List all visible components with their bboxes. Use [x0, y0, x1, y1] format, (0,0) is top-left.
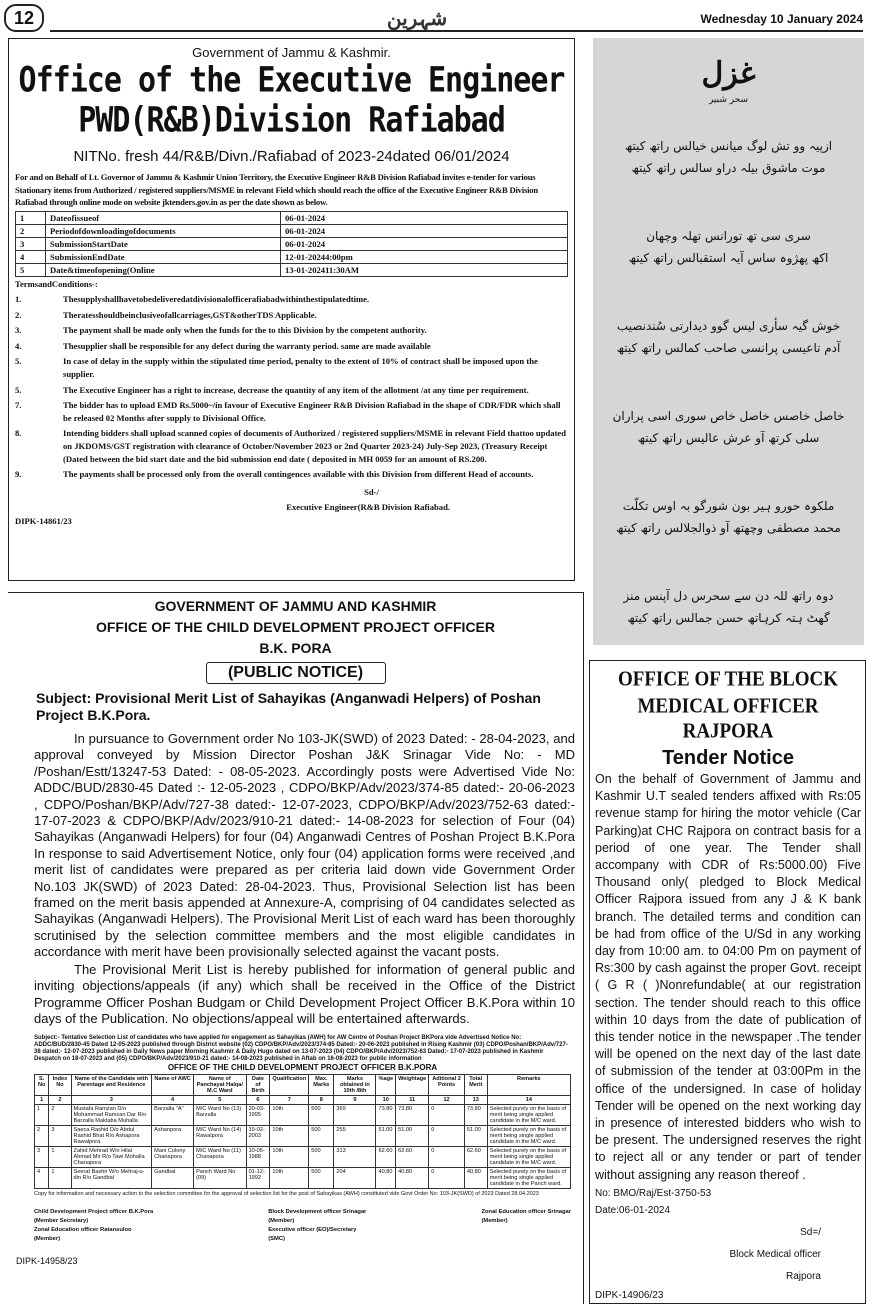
term-text: Theratesshouldbeinclusiveofallcarriages,GST&otherTDS Applicable.: [63, 309, 317, 320]
merit-cell: 40.80: [396, 1168, 429, 1189]
merit-column-number: 13: [464, 1096, 487, 1105]
term-number: 1.: [15, 294, 22, 305]
merit-header-cell: Name of the Candidate with Parentage and Residence: [71, 1075, 152, 1096]
ghazal-couplet: [603, 315, 854, 359]
gov-heading: GOVERNMENT OF JAMMU AND KASHMIR: [154, 598, 437, 614]
merit-cell: M/C Ward No (11) Chanapora: [194, 1147, 247, 1168]
merit-cell: Saeca Rashid D/o Abdul Rashid Bhat R/o Ashapora Rawalpora: [71, 1126, 152, 1147]
signature-sd: Sd=/: [800, 1226, 821, 1238]
schedule-number: 3: [16, 237, 46, 250]
term-text: The payments shall be processed only from the overall contingences available with this Division from different Head of accounts.: [63, 469, 534, 480]
schedule-item: Periodofdownloadingofdocuments: [46, 224, 281, 237]
dipk-number: DIPK-14861/23: [15, 515, 72, 526]
signatory-place: Rajpora: [785, 1270, 821, 1282]
ghazal-couplet: [603, 135, 854, 179]
ghazal-line: ملکوہ حورو ہیر بون شورگو بہ اوس تکلّت: [622, 499, 835, 513]
ghazal-couplets: [603, 135, 854, 629]
government-line: Government of Jammu & Kashmir.: [192, 45, 391, 60]
ghazal-couplet: [603, 405, 854, 449]
merit-column-number: 2: [49, 1096, 71, 1105]
ghazal-line: ازپیہ وو تش لوگ میانس خیالس راتھ کیتھ: [624, 139, 833, 153]
merit-list-annexure: [34, 1035, 571, 1244]
bmo-tender-notice: [589, 660, 866, 1304]
annex-signatures: [34, 1208, 571, 1244]
office-subtitle: MEDICAL OFFICER RAJPORA: [637, 694, 819, 744]
term-text: Thesupplyshallhavetobedeliveredatdivisionalofficerafiabadwithinthestipulatedtime.: [63, 294, 370, 305]
merit-cell: 500: [309, 1168, 334, 1189]
merit-header-cell: Marks obtained in 10th /8th: [334, 1075, 376, 1096]
merit-cell: Gandbal: [152, 1168, 194, 1189]
notice-body: [16, 731, 575, 1027]
merit-column-number: 1: [35, 1096, 49, 1105]
merit-column-number: 12: [429, 1096, 465, 1105]
term-item: [15, 309, 568, 322]
merit-cell: 0: [429, 1168, 465, 1189]
merit-header-cell: Remarks: [487, 1075, 570, 1096]
merit-cell: 10th: [270, 1105, 309, 1126]
merit-cell: 40.80: [376, 1168, 396, 1189]
merit-cell: 73.80: [464, 1105, 487, 1126]
merit-cell: Selected purely on the basis of merit being single applied candidate in the M/C ward.: [487, 1126, 570, 1147]
signature-block: [481, 1208, 571, 1244]
merit-cell: 62.60: [376, 1147, 396, 1168]
pwd-tender-notice: [8, 38, 575, 581]
schedule-row: [16, 237, 568, 250]
notice-paragraph: In pursuance to Government order No 103-JK(SWD) of 2023 Dated: - 28-04-2023, and approval conveyed by Mission Director Poshan J&K Srinagar Vide No: - MD /Poshan/Estt/13247-53 Dated: - 08-05-2023. Accordingly posts were Advertised Vide No: ADDC/BUD/2830-45 Dated :- 12-05-2023 , CDPO/BKP/Adv/2023/374-85 dated:- 20-06-2023 , CDPO/Poshan/BKP/Adv/727-38 dated:- 12-07-2023, CDPO/BKP/Adv/2023/752-63 dated:- 17-07-2023 & CDPO/BKP/Adv/2023/910-21 dated:- 14-08-2023 for selection of Four (04) Sahayikas (Anganwadi Helpers) for four (04) Anganwadi Centres of Poshan Project B.K.Pora In response to said Advertisement Notice, only four (04) application forms were received ,and merit list of candidates were prepared as per criteria laid down vide Government Order No.103 JK(SWD) of 2023 Dated: 28-04-2023. Thus, Provisional Selection list has been framed on the merit basis appended at Annexure-A, comprising of 04 candidates selected as Sahayikas (Anganwadi Helpers). The Provisional Merit List of each ward has been thoroughly scrutinised by the selection committee members and the most eligible candidates in accordance with merit have been provisionally selected against the vacant posts.: [34, 731, 575, 960]
term-text: Thesupplier shall be responsible for any defect during the warranty period. same are made available: [63, 340, 431, 351]
merit-cell: Barzalla "A": [152, 1105, 194, 1126]
merit-cell: 62.60: [464, 1147, 487, 1168]
merit-table: [34, 1074, 571, 1189]
signature-line: (Member): [268, 1218, 295, 1225]
schedule-item: SubmissionStartDate: [46, 237, 281, 250]
schedule-number: 2: [16, 224, 46, 237]
terms-heading: TermsandConditions-:: [15, 278, 98, 289]
tender-notice-title: Tender Notice: [662, 747, 794, 769]
merit-cell: Selected purely on the basis of merit being single applied candidate in the M/C ward.: [487, 1147, 570, 1168]
term-item: [15, 384, 568, 397]
ghazal-line: خاصل خاصس خاصل خاص سوری اسی پراران: [612, 409, 845, 423]
term-number: 4.: [15, 340, 22, 351]
merit-cell: 4: [35, 1168, 49, 1189]
schedule-date: 12-01-20244:00pm: [281, 250, 568, 263]
merit-cell: 62.60: [396, 1147, 429, 1168]
signature-line: (SMC): [268, 1236, 285, 1243]
page-number: 12: [4, 4, 44, 32]
issue-date: Wednesday 10 January 2024: [700, 12, 863, 26]
merit-header-cell: Name of Panchayat Halqa/ M.C Ward: [194, 1075, 247, 1096]
merit-cell: 1: [35, 1105, 49, 1126]
ghazal-line: دوہ راتھ للہ دن سے سحرس دل آپنس منز: [623, 589, 834, 603]
ghazal-couplet: [603, 225, 854, 269]
merit-header-cell: Qualification: [270, 1075, 309, 1096]
term-text: In case of delay in the supply within the stipulated time period, penalty to the extent of 10% of contract shall be imposed upon the supplier.: [63, 356, 538, 380]
merit-cell: 255: [334, 1126, 376, 1147]
merit-cell: 51.00: [464, 1126, 487, 1147]
merit-row: [35, 1147, 571, 1168]
merit-cell: Panch Ward No (09): [194, 1168, 247, 1189]
merit-column-number: 6: [246, 1096, 270, 1105]
schedule-row: [16, 224, 568, 237]
merit-cell: 369: [334, 1105, 376, 1126]
intro-paragraph: For and on Behalf of Lt. Governor of Jammu & Kashmir Union Territory, the Executive Engineer R&B Division Rafiabad invites e-tender for various Stationary items from Authorized / registered suppliers/MSME in relevant Field which should reach the office of the Executive Engineer R&B Division Rafiabad through online mode on website jktenders.gov.in as per the date shown as below.: [15, 172, 538, 207]
merit-cell: 204: [334, 1168, 376, 1189]
term-text: Intending bidders shall upload scanned copies of documents of Authorized / registered suppliers/MSME in relevant Field thattoo updated on JKDOMS/GST registration with clearance of October/November 2023 or 2nd Quarter 2023-24) July-Sep 2023, (Treasury Receipt (Dated between the bid start date and the bid submission end date ( deposited in MH 0059 for an amount of RS.200.: [63, 428, 567, 464]
merit-cell: 0: [429, 1126, 465, 1147]
signature-line: (Member): [481, 1218, 508, 1225]
term-text: The payment shall be made only when the funds for the to this Division by the competent authority.: [63, 325, 427, 336]
newspaper-masthead: شہرین: [386, 6, 448, 30]
schedule-item: Date&timeofopening(Online: [46, 263, 281, 276]
office-heading: OFFICE OF THE CHILD DEVELOPMENT PROJECT OFFICER: [95, 619, 495, 635]
merit-cell: 01-12-1992: [246, 1168, 270, 1189]
merit-cell: 10th: [270, 1147, 309, 1168]
ghazal-panel: [593, 38, 864, 645]
ghazal-line: گھٹ ہتہ کرہاتھ حسن جمالس راتھ کیتھ: [627, 611, 830, 625]
merit-cell: 500: [309, 1147, 334, 1168]
ghazal-couplet: [603, 495, 854, 539]
term-item: [15, 427, 568, 465]
merit-cell: 500: [309, 1126, 334, 1147]
term-item: [15, 324, 568, 337]
merit-cell: 73.80: [376, 1105, 396, 1126]
term-number: 9.: [15, 469, 22, 480]
merit-row: [35, 1105, 571, 1126]
term-item: [15, 355, 568, 380]
ghazal-line: اکھ پھژوہ ساس آیہ استقبالس راتھ کیتھ: [628, 251, 829, 265]
ghazal-line: سری سی تھ تورانس تھلہ وچھان: [646, 229, 811, 243]
schedule-row: [16, 211, 568, 224]
office-title: Office of the Executive Engineer: [18, 60, 565, 101]
ghazal-line: محمد مصطفی وچھتھ آو ذوالجلالس راتھ کیتھ: [616, 521, 841, 535]
merit-cell: Mani Colony Chanapora: [152, 1147, 194, 1168]
merit-row: [35, 1126, 571, 1147]
signature-block: [34, 1208, 153, 1244]
dipk-number: DIPK-14958/23: [16, 1256, 78, 1267]
ghazal-couplet: [603, 585, 854, 629]
schedule-date: 06-01-2024: [281, 211, 568, 224]
ghazal-line: خوش گیہ سأری لیس گوو دیدارتی سُندنصیب: [616, 319, 841, 333]
ghazal-byline: سحر شبیر: [708, 95, 749, 105]
merit-header-cell: Max. Marks: [309, 1075, 334, 1096]
merit-row: [35, 1168, 571, 1189]
reference-date: Date:06-01-2024: [595, 1204, 671, 1216]
merit-column-number: 3: [71, 1096, 152, 1105]
merit-cell: 0: [429, 1105, 465, 1126]
merit-cell: 2: [35, 1126, 49, 1147]
ghazal-line: موت ماشوق بیلہ دراو سالس راتھ کیتھ: [631, 161, 826, 175]
merit-cell: 10th: [270, 1126, 309, 1147]
annex-subject: Subject:- Tentative Selection List of candidates who have applied for engagement as Sahayikas (AWH) for AW Centre of Poshan Project BKPora vide Advertised Notice No: ADDC/BUD/2830-45 Dated 12-05-2023 published through District website (02) CDPO/BKP/Adv/2023/374-85 Dated:- 20-06-2023 published in Rising Kashmir (03) CDPO/Poshan/BKP/Adv/727-38 dated:- 12-07-2023 published in Daily News paper Morning Kashmir & Daily Hugo dated on 13-07-2023 (04) CDPO/BKP/Adv/2023/752-63 Dated:- 17-07-2023 published in Kashmir Despatch on 18-07-2023 and (05) CDPO/BKP/Adv/2023/910-21 dated:- 14-08-2023 published in Aftab on 16-08-2023 for public information: [34, 1035, 568, 1063]
signatory-title: Block Medical officer: [729, 1248, 821, 1260]
merit-header-cell: Aditional 2 Points: [429, 1075, 465, 1096]
merit-header-cell: Index No: [49, 1075, 71, 1096]
ghazal-line: آدم تاعیسی پرانسی صاحب کمالس راتھ کیتھ: [616, 341, 841, 355]
merit-cell: 10-05-1988: [246, 1147, 270, 1168]
merit-column-number: 5: [194, 1096, 247, 1105]
schedule-date: 13-01-202411:30AM: [281, 263, 568, 276]
merit-cell: Seerat Bashir W/o Mehraj-u-din R/o Gandbal: [71, 1168, 152, 1189]
merit-cell: 40.80: [464, 1168, 487, 1189]
division-title: PWD(R&B)Division Rafiabad: [78, 100, 505, 141]
term-number: 5.: [15, 356, 22, 367]
nit-number: NITNo. fresh 44/R&B/Divn./Rafiabad of 2023-24dated 06/01/2024: [73, 148, 510, 165]
header-rule: [50, 30, 863, 32]
merit-cell: 51.00: [376, 1126, 396, 1147]
schedule-table: [15, 211, 568, 277]
public-notice-label: (PUBLIC NOTICE): [206, 662, 386, 684]
merit-cell: Mustafa Ramzan D/o Mohammad Ramzan Dar R/o Barzalla Maktaba Muhalla: [71, 1105, 152, 1126]
merit-header-cell: Date of Birth: [246, 1075, 270, 1096]
signature-line: Executive officer (EO)/Secretary: [268, 1227, 357, 1234]
merit-header-cell: S. No: [35, 1075, 49, 1096]
schedule-row: [16, 263, 568, 276]
merit-column-number: 14: [487, 1096, 570, 1105]
merit-cell: Ashanpora: [152, 1126, 194, 1147]
signatory: Executive Engineer(R&B Division Rafiabad.: [286, 501, 450, 512]
schedule-number: 4: [16, 250, 46, 263]
term-item: [15, 340, 568, 353]
merit-column-number: 7: [270, 1096, 309, 1105]
merit-cell: 313: [334, 1147, 376, 1168]
merit-cell: 1: [49, 1147, 71, 1168]
merit-cell: 20-03-1995: [246, 1105, 270, 1126]
term-number: 2.: [15, 309, 22, 320]
schedule-date: 06-01-2024: [281, 224, 568, 237]
merit-cell: 19-02-2003: [246, 1126, 270, 1147]
merit-cell: 3: [35, 1147, 49, 1168]
ghazal-line: سلی کرتھ آو عرش عالیس راتھ کیتھ: [637, 431, 820, 445]
schedule-row: [16, 250, 568, 263]
merit-header-cell: Name of AWC: [152, 1075, 194, 1096]
merit-cell: 2: [49, 1105, 71, 1126]
schedule-item: SubmissionEndDate: [46, 250, 281, 263]
merit-cell: 0: [429, 1147, 465, 1168]
merit-header-cell: Total Merit: [464, 1075, 487, 1096]
tender-body: On the behalf of Government of Jammu and Kashmir U.T sealed tenders affixed with Rs:05 revenue stamp for hiring the motor vehicle (Car Parking)at CHC Rajpora on contract basis for a period of one year. The Tender shall accompany with CDR of Rs:5000.00) Five Thousand only( pledged to Block Medical Officer Rajpora issued from any J & K bank branch. The detailed terms and condition can be had from office of the U/Sd in any working day from 10:00 am. to 04:00 Pm on payment of Rs:300 by cash against the proper Govt. receipt ( G R ( )Nonrefundable( at our registration section. The tender should reach to this office within 10 days from the date of publication of this tender notice in the newspaper .The tender will be opened on the next day of the last date of submission of the tender at 03:00Pm in the office of the undersigned. In case of holiday Tender will be opened on the next working day in presence of interested bidders who wish to be present. The undersigned reserves the right to reject all or any tender or part of tender without assigning any reason thereof .: [595, 772, 861, 1182]
notice-paragraph: The Provisional Merit List is hereby published for information of general public and inviting objections/appeals (if any) which shall be received in the Office of the District Programme Officer Poshan Budgam or Child Development Project Officer B.K.Pora within 10 days of the Publication. No objections/appeal will be entertained afterwards.: [34, 961, 575, 1026]
merit-cell: 73.80: [396, 1105, 429, 1126]
merit-header-cell: Weightage: [396, 1075, 429, 1096]
merit-cell: 51.00: [396, 1126, 429, 1147]
merit-cell: Zahid Mehrad W/o Hilal Ahmad Mir R/o Tawi Mohalla Chanapora: [71, 1147, 152, 1168]
term-item: [15, 468, 568, 481]
dipk-number: DIPK-14906/23: [595, 1289, 664, 1301]
merit-cell: 10th: [270, 1168, 309, 1189]
merit-cell: 1: [49, 1168, 71, 1189]
signature-line: Zonal Education officer Ratansuloo: [34, 1227, 132, 1234]
term-number: 7.: [15, 400, 22, 411]
merit-column-number: 11: [396, 1096, 429, 1105]
schedule-item: Dateofissueof: [46, 211, 281, 224]
schedule-number: 1: [16, 211, 46, 224]
schedule-number: 5: [16, 263, 46, 276]
merit-column-number: 9: [334, 1096, 376, 1105]
merit-cell: M/C Ward No (14) Rawalpora: [194, 1126, 247, 1147]
term-text: The bidder has to upload EMD Rs.5000~/in favour of Executive Engineer R&B Division Rafiabad in the shape of CDR/FDR which shall be released 02 Months after supply to Divisional Office.: [63, 400, 561, 423]
merit-column-number: 8: [309, 1096, 334, 1105]
merit-column-number: 4: [152, 1096, 194, 1105]
term-number: 8.: [15, 428, 22, 439]
merit-cell: M/C Ward No (13) Barzalla: [194, 1105, 247, 1126]
copy-note: Copy for information and necessary action to the selection committee for the approval of selection list for the post of Sahayikas (AWH) constituted vide Govt Order No: 103-JK(SWD) of 2023 Dated 28.04.2023: [34, 1191, 539, 1198]
term-text: The Executive Engineer has a right to increase, decrease the quantity of any item of the allotment /at any time per requirement.: [63, 384, 529, 395]
signature-line: Block Development officer Srinagar: [268, 1209, 367, 1216]
merit-cell: Selected purely on the basis of merit being single applied candidate in the Panch ward.: [487, 1168, 570, 1189]
reference-number: No: BMO/Raj/Est-3750-53: [595, 1187, 712, 1199]
annex-office-heading: OFFICE OF THE CHILD DEVELOPMENT PROJECT OFFICER B.K.PORA: [167, 1063, 438, 1073]
signature-line: (Member): [34, 1236, 61, 1243]
ghazal-title: غزل: [701, 56, 756, 91]
location-heading: B.K. PORA: [259, 640, 332, 656]
cdpo-public-notice: [8, 592, 584, 1304]
terms-list: [15, 293, 568, 481]
signature-line: Child Development Project officer B.K.Pora: [34, 1209, 154, 1216]
signature-line: (Member Secretary): [34, 1218, 89, 1225]
merit-cell: Selected purely on the basis of merit being single applied candidate in the M/C ward.: [487, 1105, 570, 1126]
term-number: 3.: [15, 325, 22, 336]
merit-cell: 500: [309, 1105, 334, 1126]
merit-header-cell: %age: [376, 1075, 396, 1096]
term-item: [15, 399, 568, 424]
signature-line: Zonal Education officer Srinagar: [481, 1209, 571, 1216]
merit-column-number: 10: [376, 1096, 396, 1105]
term-item: [15, 293, 568, 306]
schedule-date: 06-01-2024: [281, 237, 568, 250]
notice-subject: Subject: Provisional Merit List of Sahayikas (Anganwadi Helpers) of Poshan Project B.K.Pora.: [36, 690, 541, 723]
signature-block: [268, 1208, 366, 1244]
merit-cell: 3: [49, 1126, 71, 1147]
office-title: OFFICE OF THE BLOCK: [617, 667, 839, 692]
signature-sd: Sd-/: [364, 486, 379, 497]
term-number: 5.: [15, 384, 22, 395]
